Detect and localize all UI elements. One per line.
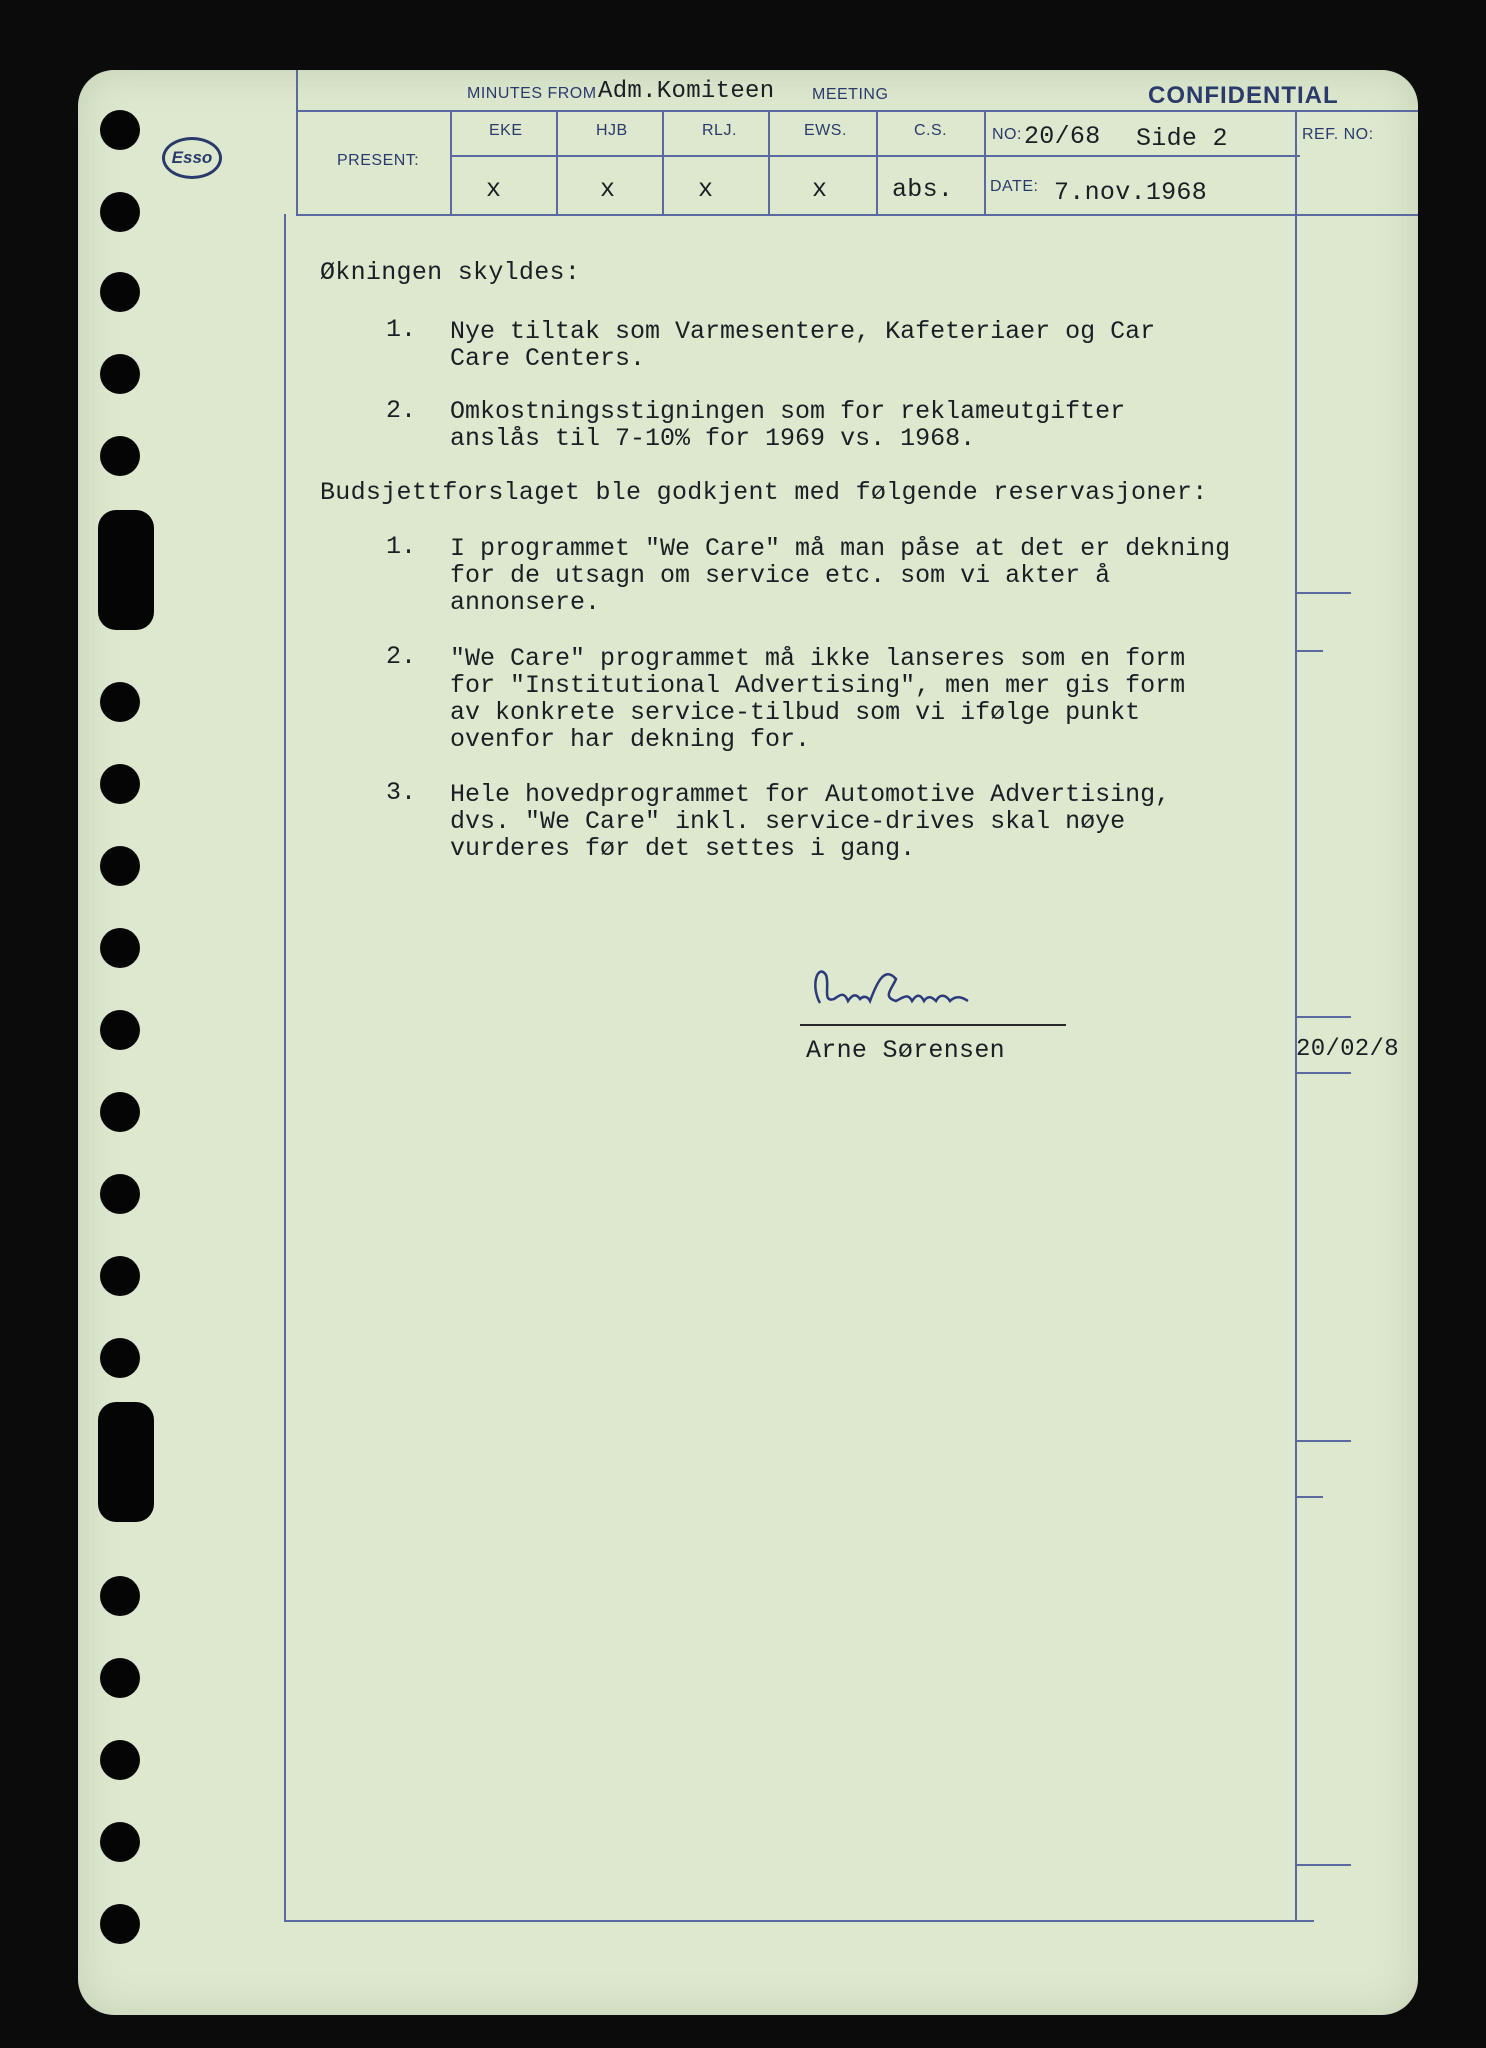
binder-hole [100,1256,140,1296]
member-code: EWS. [804,122,847,139]
meeting-label: MEETING [812,86,889,103]
margin-rule [1295,1496,1323,1498]
binder-hole [100,1010,140,1050]
binder-hole [100,272,140,312]
signature-name: Arne Sørensen [806,1036,1005,1065]
margin-rule [1295,1440,1351,1442]
list-number: 3. [386,778,417,807]
date-label: DATE: [990,178,1039,195]
binder-slot [98,510,154,630]
no-value: 20/68 [1024,122,1101,151]
form-rule [876,110,878,215]
intro-text: Budsjettforslaget ble godkjent med følgende reservasjoner: [320,478,1208,507]
member-code: EKE [489,122,523,139]
member-mark: x [812,175,828,204]
list-number: 2. [386,396,417,425]
form-rule [284,214,286,1920]
binder-hole [100,1092,140,1132]
esso-logo: Esso [162,137,222,179]
margin-rule [1295,592,1351,594]
form-rule [556,110,558,215]
binder-hole [100,436,140,476]
ref-label: REF. NO: [1302,126,1374,143]
form-rule [662,110,664,215]
form-rule [450,155,1300,157]
minutes-from-label: MINUTES FROM [467,85,597,102]
committee-name: Adm.Komiteen [598,78,775,105]
margin-rule [1295,1864,1351,1866]
member-mark: x [600,175,616,204]
handwritten-signature [800,955,1020,1025]
binder-hole [100,1740,140,1780]
confidential-label: CONFIDENTIAL [1148,82,1339,109]
form-rule [296,110,1418,112]
list-item: Nye tiltak som Varmesentere, Kafeteriaer og Car Care Centers. [450,317,1156,373]
form-rule [984,110,986,215]
member-code: C.S. [914,122,948,139]
margin-rule [1295,1016,1351,1018]
form-rule [284,1920,1314,1922]
list-item: Hele hovedprogrammet for Automotive Advertising, dvs. "We Care" inkl. service-drives skal nøye vurderes før det settes i gang. [450,780,1171,863]
binder-hole [100,1822,140,1862]
margin-ref-stamp: 20/02/8 [1296,1036,1399,1063]
binder-hole [100,1174,140,1214]
binder-hole [100,1658,140,1698]
form-rule [450,110,452,215]
binder-hole [100,1576,140,1616]
intro-text: Økningen skyldes: [320,258,581,287]
list-item: Omkostningsstigningen som for reklameutgifter anslås til 7-10% for 1969 vs. 1968. [450,397,1126,453]
binder-hole [100,928,140,968]
member-mark: x [486,175,502,204]
list-number: 1. [386,532,417,561]
form-rule [296,214,1418,216]
signature-line [800,1024,1066,1026]
binder-hole [100,682,140,722]
binder-hole [100,192,140,232]
margin-rule [1295,1072,1351,1074]
present-label: PRESENT: [337,152,420,169]
margin-rule [1295,650,1323,652]
binder-hole [100,1338,140,1378]
binder-hole [100,110,140,150]
list-item: "We Care" programmet må ikke lanseres som en form for "Institutional Advertising", men mer gis form av konkrete service-tilbud som vi ifølge punkt ovenfor har dekning for. [450,644,1186,754]
member-code: RLJ. [702,122,737,139]
member-code: HJB [596,122,628,139]
form-rule [768,110,770,215]
side-value: Side 2 [1136,124,1228,153]
no-label: NO: [992,126,1022,143]
binder-hole [100,846,140,886]
form-rule [1295,110,1297,1920]
binder-hole [100,764,140,804]
form-rule [296,70,298,215]
member-mark: x [698,175,714,204]
list-number: 1. [386,315,417,344]
binder-hole [100,1904,140,1944]
list-number: 2. [386,642,417,671]
binder-slot [98,1402,154,1522]
member-mark: abs. [892,175,954,204]
list-item: I programmet "We Care" må man påse at det er dekning for de utsagn om service etc. som vi akter å annonsere. [450,534,1231,617]
binder-hole [100,354,140,394]
date-value: 7.nov.1968 [1054,178,1208,207]
